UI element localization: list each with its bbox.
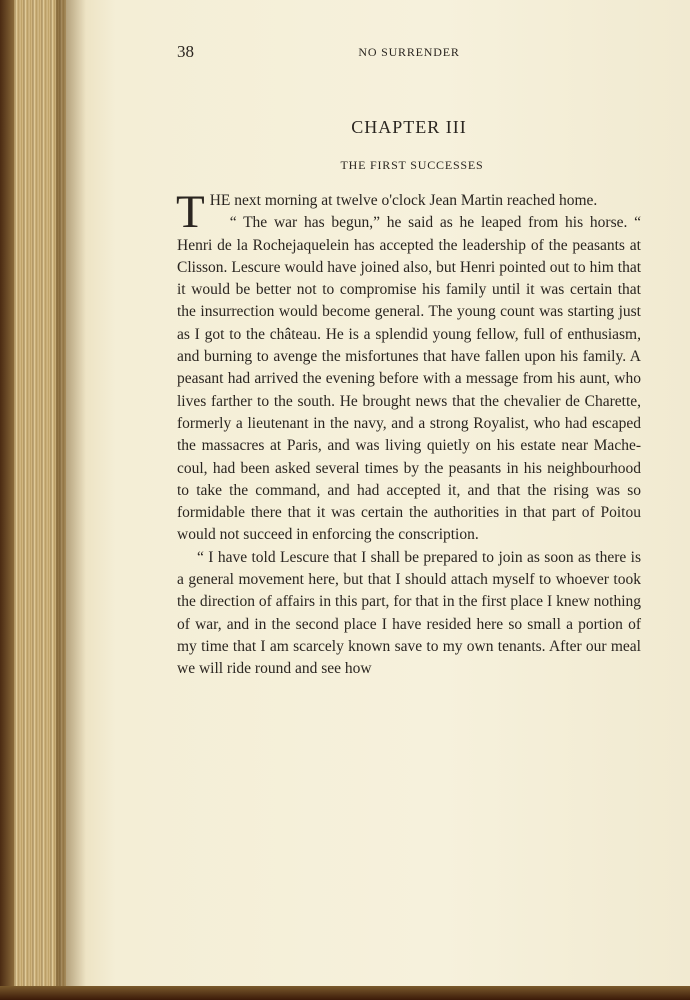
book-bottom-edge bbox=[0, 986, 690, 1000]
paragraph-2: “ The war has begun,” he said as he leaped from his horse. “ Henri de la Rochejaquelein has accepted the leadership of the peasants at Clisson. Lescure would have joined also, but Henri pointed out to him that it would be better not to compromise his family until it was certain that the insurrection would become general. The young count was starting just as I got to the château. He is a splendid young fellow, full of enthusiasm, and burning to avenge the misfortunes that have fallen upon his family. A peasant had arrived the evening before with a message from his aunt, who lives farther to the south. He brought news that the chevalier de Charette, formerly a lieutenant in the navy, and a strong Royalist, who had escaped the massacres at Paris, and was living quietly on his estate near Machecoul, had been asked several times by the peasants in his neighbourhood to take the command, and had accepted it, and that the rising was so formidable there that it was certain the authorities in that part of Poitou would not succeed in enforcing the conscription. bbox=[177, 214, 641, 544]
page-number: 38 bbox=[177, 42, 194, 61]
body-text bbox=[176, 186, 641, 681]
drop-cap: T bbox=[176, 186, 205, 238]
chapter-subtitle: THE FIRST SUCCESSES bbox=[340, 158, 484, 172]
paragraph-3: “ I have told Lescure that I shall be prepared to join as soon as there is a general movement here, but that I should attach myself to whoever took the direction of affairs in this part, for that in the first place I knew nothing of war, and in the second place I have resided here so small a portion of my time that I am scarcely known save to my own tenants. After our meal we will ride round and see how bbox=[177, 548, 641, 678]
paragraph-1-text: HE next morning at twelve o'clock Jean Martin reached home. bbox=[209, 192, 598, 209]
gutter-shadow bbox=[56, 0, 86, 1000]
paragraph-1 bbox=[176, 186, 641, 238]
book-spine-shadow bbox=[0, 0, 14, 1000]
chapter-title: CHAPTER III bbox=[351, 117, 467, 137]
page-header bbox=[177, 42, 641, 66]
running-title: NO SURRENDER bbox=[358, 45, 460, 59]
